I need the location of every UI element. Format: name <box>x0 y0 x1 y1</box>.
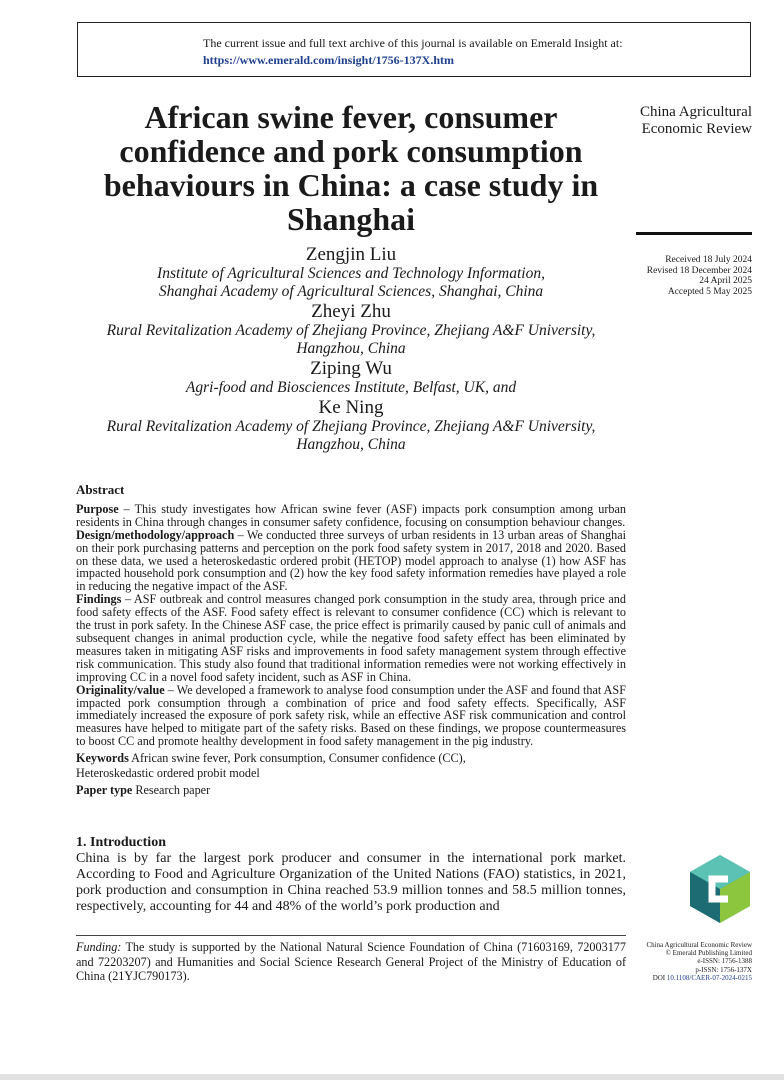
abstract-section <box>76 484 626 797</box>
introduction-text: China is by far the largest pork producer and consumer in the international pork market. According to Food and Agriculture Organization of the United Nations (FAO) statistics, in 2021, pork production and consumption in China reached 53.9 million tonnes and 58.5 million tonnes, respectively, accounting for 44 and 48% of the world’s pork production and <box>76 851 626 914</box>
funding-label: Funding: <box>76 940 122 954</box>
purpose-text: – This study investigates how African swine fever (ASF) impacts pork consumption among urban residents in China through changes in consumer safety confidence, focusing on consumption behaviour changes. <box>76 501 626 529</box>
author-name: Ziping Wu <box>310 358 392 379</box>
journal-name <box>630 104 752 138</box>
abstract-purpose <box>76 503 626 529</box>
keywords-text: African swine fever, Pork consumption, Consumer confidence (CC), <box>128 751 466 766</box>
funding-text: The study is supported by the National Natural Science Foundation of China (71603169, 72003177 and 72203207) and Humanities and Social Science Research General Project of the Ministry of Education of China (21YJC790173). <box>76 940 626 983</box>
keywords-text-line2: Heteroskedastic ordered probit model <box>76 766 260 781</box>
abstract-keywords <box>76 751 626 781</box>
article-title: African swine fever, consumer confidence and pork consumption behaviours in China: a case study in Shanghai <box>103 99 599 237</box>
pubinfo-eissn: e-ISSN: 1756-1388 <box>697 957 752 966</box>
originality-text: – We developed a framework to analyse food consumption under the ASF and found that ASF impacted pork consumption through a combination of price and food safety effects. Specifically, ASF immediately increased the exposure of pork safety risk, while an effective ASF risk communication and control measures have helped to mitigate part of the safety risks. Based on these findings, we propose countermeasures to boost CC and promote healthy development in food safety management in the pig industry. <box>76 682 626 749</box>
findings-text: – ASF outbreak and control measures changed pork consumption in the study area, through price and food safety effects of the ASF. Food safety effect is relevant to consumer confidence (CC) which is relevant to the trust in pork safety. In the Chinese ASF case, the price effect is primarily caused by panic cull of animals and subsequent changes in animal production cycle, while the negative food safety effect has been eliminated by measures taken in mitigating ASF risks and improvements in food safety management system through effective risk communication. This study also found that traditional information remedies were not working effectively in improving CC in a novel food safety incident, such as ASF in China. <box>76 592 626 684</box>
journal-url-link[interactable]: https://www.emerald.com/insight/1756-137X.htm <box>203 53 454 67</box>
abstract-paper-type <box>76 784 626 797</box>
author-affiliation: Hangzhou, China <box>296 436 406 453</box>
pubinfo-pissn: p-ISSN: 1756-137X <box>695 965 752 974</box>
abstract-design <box>76 529 626 594</box>
journal-name-line2: Economic Review <box>641 121 752 137</box>
purpose-label: Purpose <box>76 501 119 516</box>
author-affiliation: Shanghai Academy of Agricultural Sciences, Shanghai, China <box>158 283 544 300</box>
design-label: Design/methodology/approach <box>76 527 235 542</box>
journal-name-line1: China Agricultural <box>639 104 752 120</box>
keywords-label: Keywords <box>76 751 129 766</box>
publication-info <box>630 941 752 982</box>
author-list <box>76 244 626 454</box>
funding-footnote <box>76 940 626 984</box>
author-affiliation: Rural Revitalization Academy of Zhejiang Province, Zhejiang A&F University, <box>106 322 596 339</box>
abstract-heading: Abstract <box>76 482 125 497</box>
journal-archive-notice <box>77 22 751 77</box>
author-affiliation: Hangzhou, China <box>296 340 406 357</box>
emerald-publishing-logo-icon <box>686 853 754 925</box>
design-text: – We conducted three surveys of urban residents in 13 urban areas of Shanghai on their pork purchasing patterns and perception on the pork food safety system in 2017, 2018 and 2020. Based on these data, we used a heteroskedastic ordered probit (HETOP) model approach to analyse (1) how ASF has impacted household pork consumption and (2) how the key food safety information remedies have played a role in reducing the negative impact of the ASF. <box>76 527 626 594</box>
accepted-date: Accepted 5 May 2025 <box>667 286 752 297</box>
author-name: Zheyi Zhu <box>311 301 391 322</box>
doi-label: DOI <box>652 973 666 982</box>
received-date: Received 18 July 2024 <box>665 255 752 265</box>
article-dates <box>630 255 752 297</box>
revised-date-2: 24 April 2025 <box>699 276 752 286</box>
doi-link[interactable]: 10.1108/CAER-07-2024-0215 <box>666 973 752 982</box>
pubinfo-journal: China Agricultural Economic Review <box>646 941 752 949</box>
pubinfo-publisher: © Emerald Publishing Limited <box>665 949 752 958</box>
author-name: Ke Ning <box>318 397 384 418</box>
archive-notice-text: The current issue and full text archive of this journal is available on Emerald Insight at: <box>203 36 623 50</box>
paper-type-label: Paper type <box>76 783 133 798</box>
footnote-divider <box>76 935 626 936</box>
author-name: Zengjin Liu <box>305 244 397 265</box>
paper-type-text: Research paper <box>132 783 211 798</box>
abstract-findings <box>76 593 626 683</box>
journal-divider <box>636 232 752 235</box>
author-affiliation: Rural Revitalization Academy of Zhejiang Province, Zhejiang A&F University, <box>106 418 596 435</box>
abstract-originality <box>76 684 626 749</box>
author-affiliation: Institute of Agricultural Sciences and Technology Information, <box>157 265 545 282</box>
author-affiliation: Agri-food and Biosciences Institute, Belfast, UK, and <box>185 379 517 396</box>
findings-label: Findings <box>76 592 122 607</box>
viewer-bottom-bar <box>0 1074 784 1080</box>
pubinfo-doi <box>630 974 752 982</box>
originality-label: Originality/value <box>76 682 165 697</box>
introduction-heading: 1. Introduction <box>76 835 166 850</box>
introduction-section <box>76 834 626 915</box>
revised-date: Revised 18 December 2024 <box>646 265 752 276</box>
